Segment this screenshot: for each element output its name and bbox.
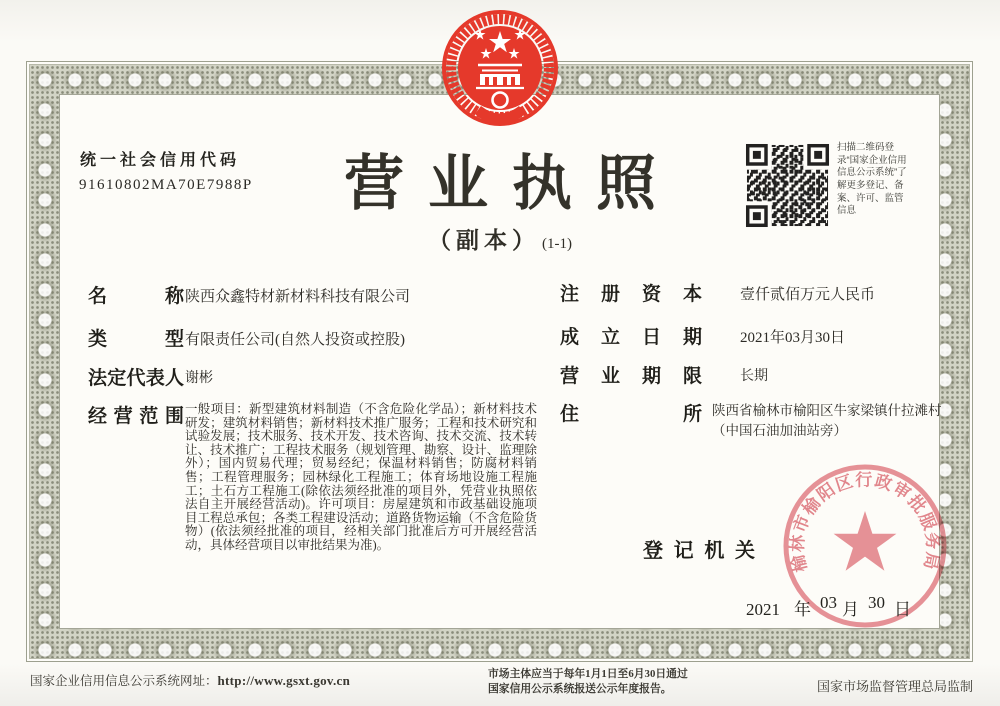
field-value-name: 陕西众鑫特材新材料科技有限公司 (185, 289, 411, 305)
date-day: 30 (868, 593, 885, 612)
date-day-unit: 日 (894, 600, 911, 619)
license-subtitle (0, 222, 1000, 255)
field-label-name: 名 称 (88, 286, 184, 307)
qr-caption: 扫描二维码登录“国家企业信用信息公示系统”了解更多登记、备案、许可、监管信息 (837, 142, 907, 217)
credit-code-value: 91610802MA70E7988P (79, 177, 253, 193)
date-month: 03 (820, 593, 837, 612)
field-label-business-term: 营 业 期 限 (560, 366, 702, 387)
date-year-unit: 年 (794, 600, 811, 619)
date-month-unit: 月 (842, 600, 859, 619)
field-value-business-term: 长期 (740, 369, 768, 384)
field-value-registered-capital: 壹仟贰佰万元人民币 (740, 287, 876, 303)
field-label-address: 住 所 (560, 404, 702, 425)
seal-star-icon (834, 511, 897, 571)
footer-issuing-authority: 国家市场监督管理总局监制 (817, 679, 974, 694)
field-value-business-scope: 一般项目：新型建筑材料制造（不含危险化学品）；新材料技术研发；建筑材料销售；新材料技术推广服务；工程和技术研究和试验发展；技术服务、技术开发、技术咨询、技术交流、技术转让、技术推广；工程技术服务（规划管理、勘察、设计、监理除外）；国内贸易代理；贸易经纪；保温材料销售；防腐材料销售；工程管理服务；园林绿化工程施工；体育场地设施工程施工；土石方工程施工(除依法须经批准的项目外，凭营业执照依法自主开展经营活动)。许可项目：房屋建筑和市政基础设施项目工程总承包；各类工程建设活动；道路货物运输（不含危险货物）(依法须经批准的项目，经相关部门批准后方可开展经营活动，具体经营项目以审批结果为准)。 (185, 402, 537, 552)
subtitle-copy-index: (1-1) (542, 236, 572, 252)
field-label-legal-representative: 法 定 代 表 人 (88, 368, 184, 389)
field-value-type: 有限责任公司(自然人投资或控股) (185, 332, 405, 348)
field-label-establish-date: 成 立 日 期 (560, 327, 702, 348)
footer-notice-line2: 国家信用公示系统报送公示年度报告。 (488, 683, 672, 696)
registration-authority-label: 登 记 机 关 (643, 540, 755, 562)
footer-url-value: http://www.gsxt.gov.cn (217, 673, 351, 688)
footer-notice-line1: 市场主体应当于每年1月1日至6月30日通过 (488, 668, 688, 680)
date-year: 2021 (746, 600, 780, 619)
field-value-legal-representative: 谢彬 (185, 371, 213, 386)
national-emblem-icon (441, 8, 559, 143)
credit-code-label: 统一社会信用代码 (80, 152, 241, 169)
footer-annual-report-notice (488, 667, 688, 697)
field-value-address: 陕西省榆林市榆阳区牛家梁镇什拉滩村（中国石油加油站旁） (712, 403, 942, 439)
issue-date (746, 595, 911, 620)
subtitle-copy-type: （副本） (428, 228, 540, 253)
field-value-establish-date: 2021年03月30日 (740, 330, 846, 346)
footer-url-label: 国家企业信用信息公示系统网址： (30, 674, 218, 688)
qr-code (745, 143, 830, 233)
field-label-business-scope: 经 营 范 围 (88, 406, 184, 427)
field-label-type: 类 型 (88, 329, 184, 350)
license-title: 营业执照 (344, 151, 680, 217)
footer-publicity-url (30, 671, 350, 689)
field-label-registered-capital: 注 册 资 本 (560, 284, 702, 305)
seal-text: 榆林市榆阳区行政审批服务局 (787, 470, 943, 574)
